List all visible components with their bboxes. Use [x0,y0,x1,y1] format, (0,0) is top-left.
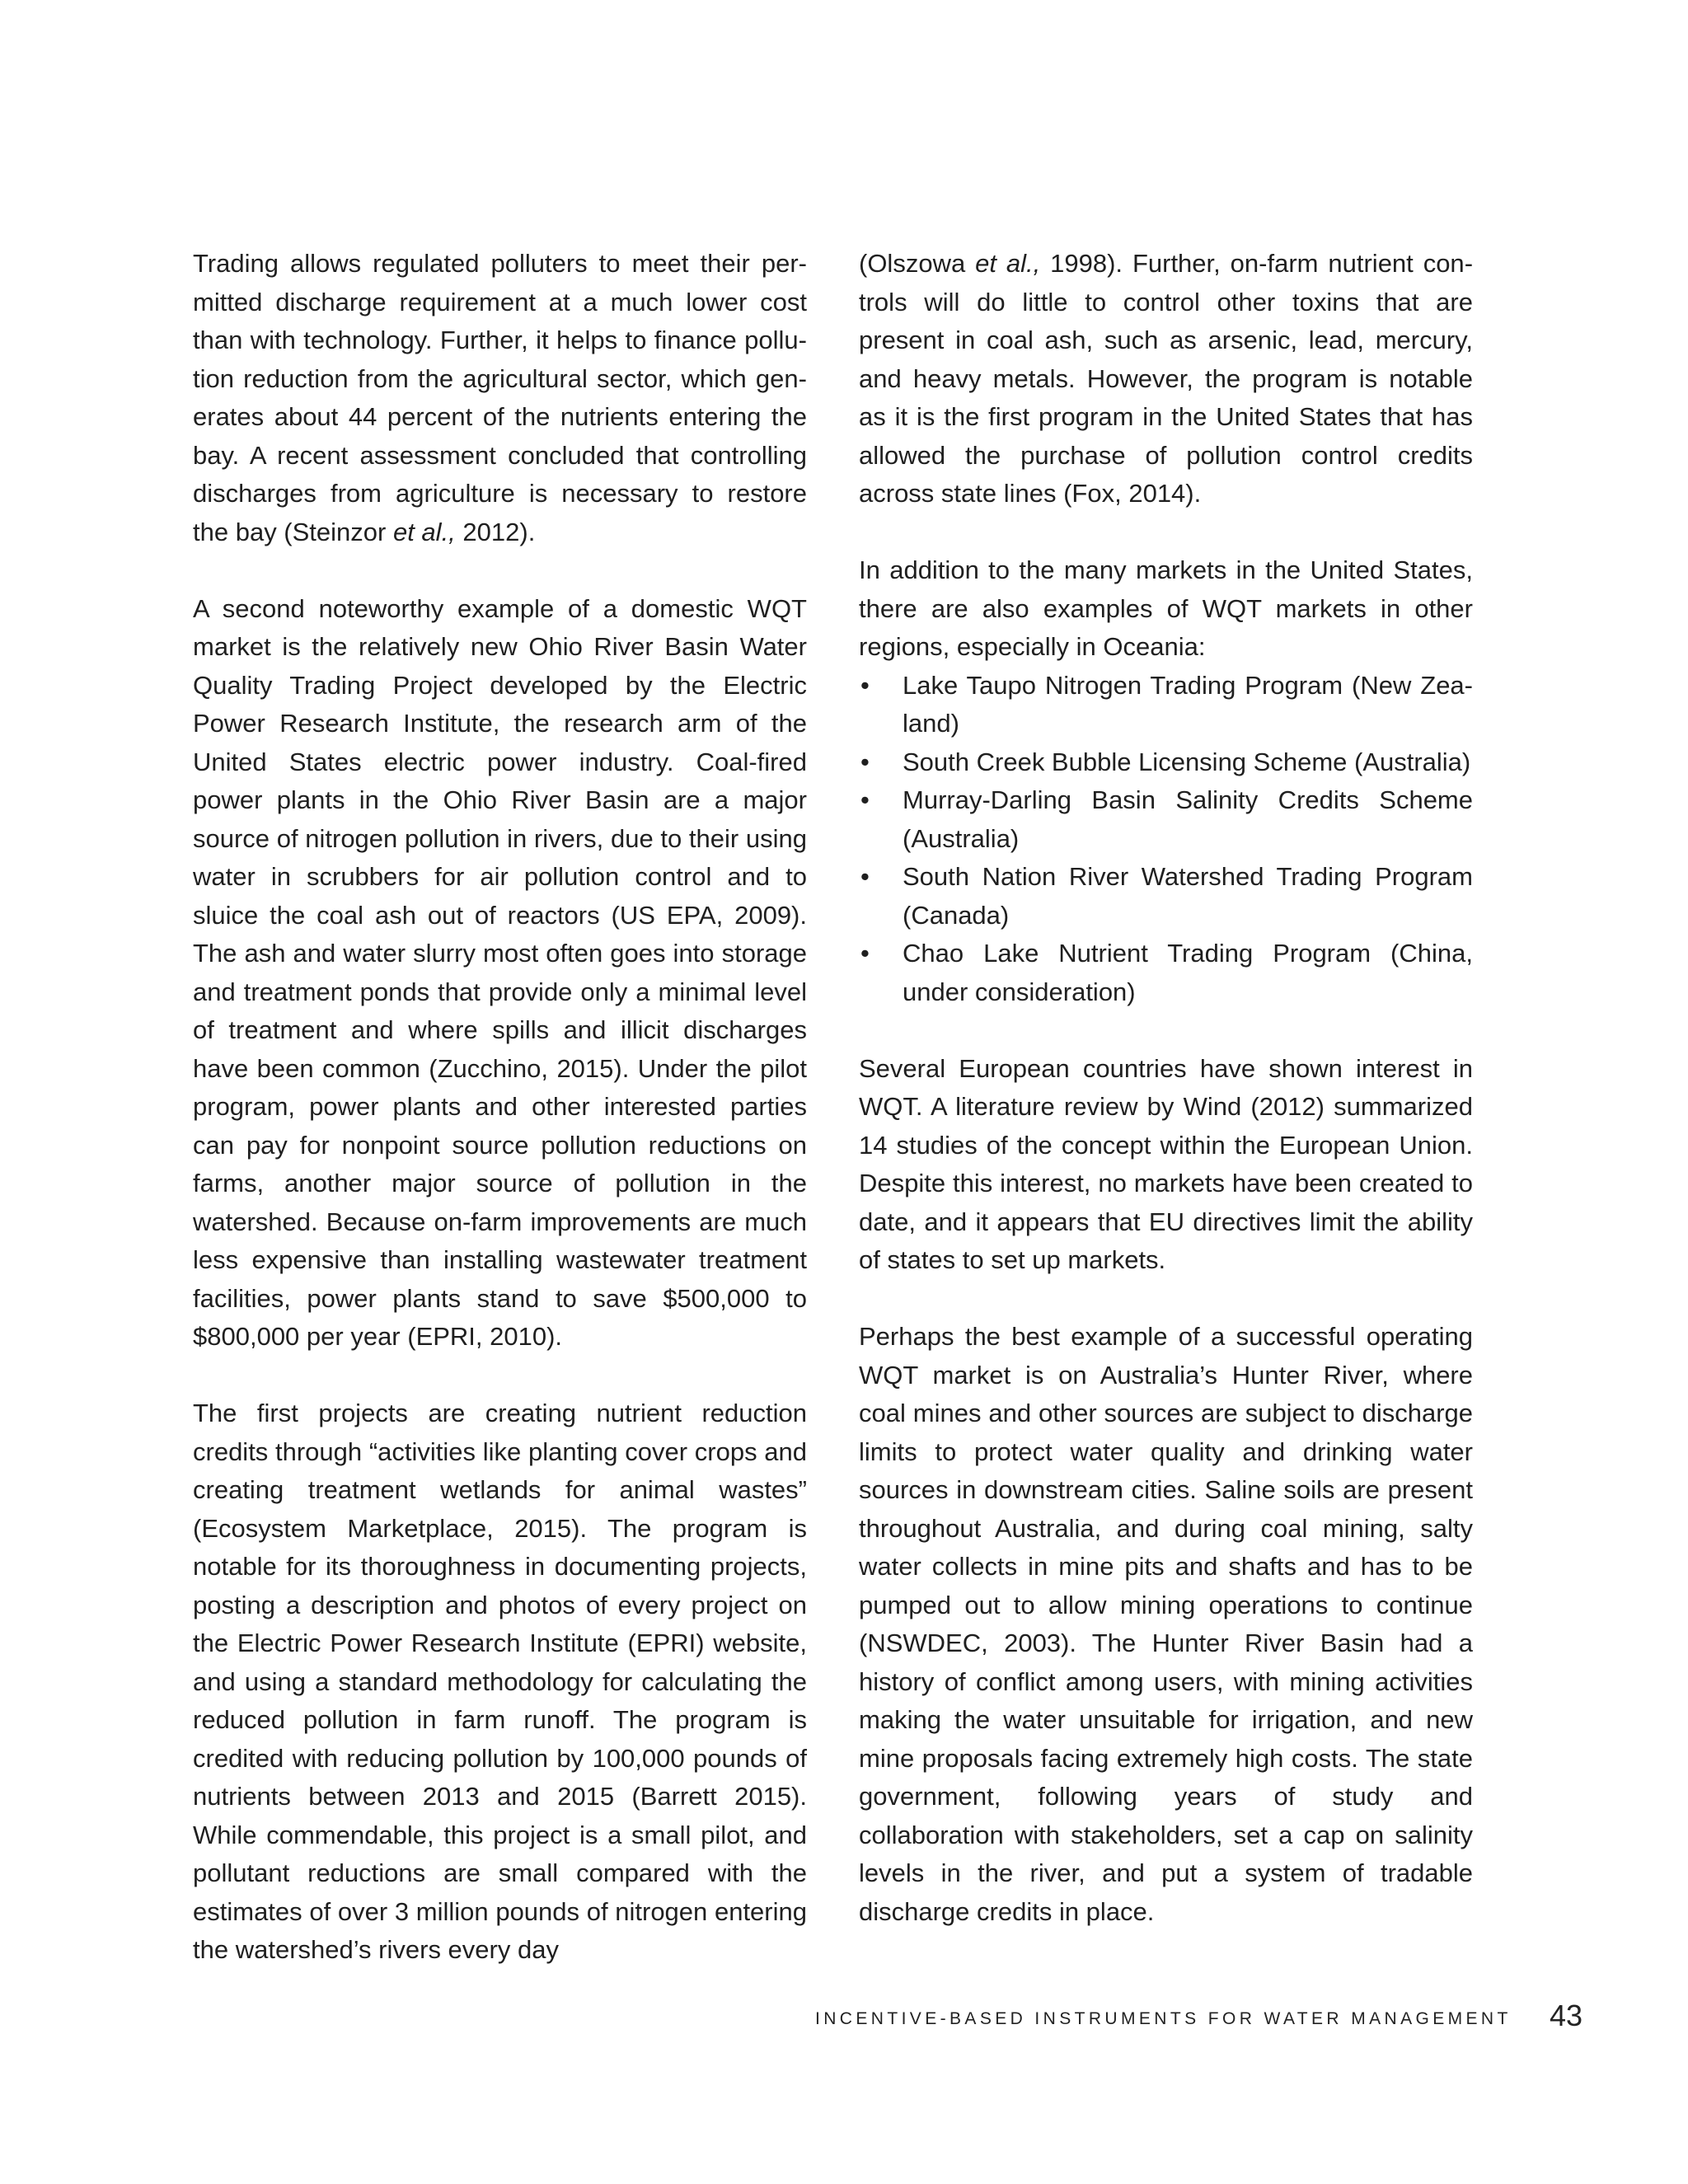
list-item-text: South Nation River Watershed Trading Program (Canada) [903,862,1473,930]
right-text-column [859,245,1473,1970]
citation-italic: et al., [975,249,1041,278]
list-item [859,935,1473,1011]
paragraph: A second noteworthy example of a domestic WQT market is the relatively new Ohio River Basin Water Quality Trading Project developed by the Electric Power Research Institute, the research arm of the United States electric power industry. Coal-fired power plants in the Ohio River Basin are a major source of nitrogen pollution in rivers, due to their using water in scrubbers for air pollution control and to sluice the coal ash out of reactors (US EPA, 2009). The ash and water slurry most often goes into storage and treatment ponds that provide only a minimal level of treatment and where spills and illicit discharges have been common (Zucchino, 2015). Under the pilot program, power plants and other interested parties can pay for nonpoint source pollution reductions on farms, another major source of pollution in the watershed. Because on-farm improvements are much less expensive than installing wastewater treatment facilities, power plants stand to save $500,000 to $800,000 per year (EPRI, 2010). [193,593,807,1351]
paragraph: The first projects are creating nutrient reduction credits through “activities like planting cover crops and creating treatment wetlands for animal wastes” (Ecosystem Marketplace, 2015). The program is notable for its thoroughness in documenting projects, posting a description and photos of every project on the Electric Power Research Institute (EPRI) website, and using a standard methodology for calculating the reduced pollution in farm runoff. The program is credited with reducing pollution by 100,000 pounds of nutrients between 2013 and 2015 (Barrett 2015). While commendable, this project is a small pilot, and pollutant reductions are small compared with the estimates of over 3 million pounds of nitrogen entering the watershed’s rivers every day [193,1399,807,1964]
bullet-icon: • [860,862,870,891]
list-item-text: Lake Taupo Nitrogen Trading Program (New Zealand) [903,670,1473,738]
page-number: 43 [1550,1999,1583,2032]
left-text-column [193,245,807,2008]
paragraph: Several European countries have shown interest in WQT. A literature review by Wind (2012) summarized 14 studies of the concept within the European Union. Despite this interest, no markets have been created to date, and it appears that EU directives limit the ability of states to set up markets. [859,1053,1473,1274]
bullet-icon: • [860,785,870,814]
paragraph: In addition to the many markets in the United States, there are also examples of WQT markets in other regions, especially in Oceania: [859,555,1473,661]
bullet-list [859,667,1473,1012]
list-item [859,667,1473,743]
paragraph-text: 1998). Further, on-farm nutrient controls will do little to control other toxins that are present in coal ash, such as arsenic, lead, mercury, and heavy metals. However, the program is notable as it is the first program in the United States that has allowed the purchase of pollution control credits across state lines (Fox, 2014). [859,249,1474,508]
bullet-icon: • [860,747,870,776]
paragraph [859,245,1473,513]
list-item [859,781,1473,858]
list-item-text: South Creek Bubble Licensing Scheme (Australia) [903,747,1471,776]
paragraph-text: (Olszowa [859,249,976,278]
list-item [859,858,1473,935]
citation-italic: et al., [392,517,456,546]
list-item-text: Murray-Darling Basin Salinity Credits Scheme (Australia) [903,785,1473,853]
paragraph-text: 2012). [455,517,536,546]
paragraph [193,245,807,551]
bullet-icon: • [860,939,870,968]
list-item-text: Chao Lake Nutrient Trading Program (China, under consideration) [903,939,1473,1006]
bullet-icon: • [860,670,870,700]
paragraph: Perhaps the best example of a successful operating WQT market is on Australia’s Hunter River, where coal mines and other sources are subject to discharge limits to protect water quality and drinking water sources in downstream cities. Saline soils are present throughout Australia, and during coal mining, salty water collects in mine pits and shafts and has to be pumped out to allow mining operations to continue (NSWDEC, 2003). The Hunter River Basin had a history of conflict among users, with mining activities making the water unsuitable for irrigation, and new mine proposals facing extremely high costs. The state government, following years of study and collaboration with stakeholders, set a cap on salinity levels in the river, and put a system of tradable discharge credits in place. [859,1322,1473,1926]
running-footer-title: INCENTIVE-BASED INSTRUMENTS FOR WATER MANAGEMENT [815,2009,1512,2028]
list-item [859,743,1473,782]
paragraph-text: Trading allows regulated polluters to meet their permitted discharge requirement at a much lower cost than with technology. Further, it helps to finance pollution reduction from the agricultural sector, which generates about 44 percent of the nutrients entering the bay. A recent assessment concluded that controlling discharges from agriculture is necessary to restore the bay (Steinzor [193,249,807,546]
